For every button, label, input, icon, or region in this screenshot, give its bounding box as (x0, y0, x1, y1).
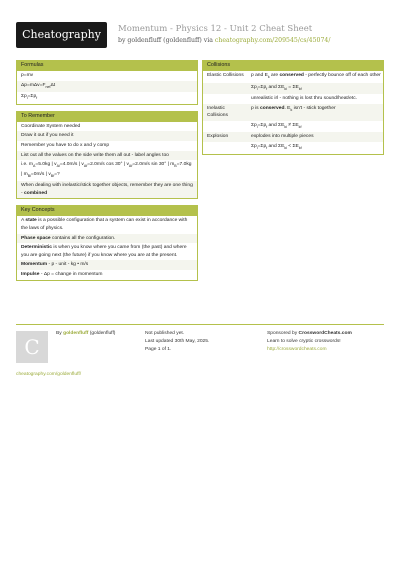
sponsor-url-link[interactable]: http://crosswordcheats.com (267, 347, 327, 352)
publish-info (145, 330, 209, 354)
explosion-desc: explodes into multiple pieces (251, 134, 314, 140)
byline-prefix: by goldenfluff (goldenfluff) via (118, 37, 215, 44)
formula-row: p=mv (21, 73, 34, 78)
inelastic-desc: p is conserved. $E_k$ isn't - stick together (251, 105, 336, 112)
page-header (0, 0, 400, 57)
elastic-desc: p and $E_k$ are conserved - perfectly bounce off of each other (251, 73, 381, 79)
sponsor-info (267, 330, 352, 354)
publish-status: Not published yet. (145, 331, 185, 336)
left-column (16, 60, 198, 287)
collision-row (203, 94, 383, 104)
page-count: Page 1 of 1. (145, 347, 172, 352)
collision-row (203, 132, 383, 142)
inelastic-equation: $\Sigma p_i=\Sigma p_f$ and $\Sigma E_{ki} \ne \Sigma E_{kf}$ (251, 122, 302, 129)
remember-row: i.e. $m_A=5.0kg$ | $v_{Ai}=4.0m/s$ | $v_{Af}=2.0m/s$ cos 30° | $v_{Af}=2.0m/s$ sin 30° | $m_B=7.0kg$ | $m_{Bi}=0m/s$ | $v_{Bf}=$? (21, 162, 192, 178)
sheet-url-link[interactable]: cheatography.com/209545/cs/45074/ (214, 37, 331, 44)
collisions-section (202, 60, 384, 155)
concept-row: A state is a possible configuration that a system can exist in accordance with the laws of physics. (21, 218, 188, 231)
concept-row: Phase space contains all the configuration. (17, 234, 197, 244)
remember-row: Draw it out if you need it (17, 131, 197, 141)
author-profile-link[interactable]: cheatography.com/goldenfluff/ (16, 372, 82, 377)
collision-row (203, 142, 383, 154)
sheet-title: Momentum - Physics 12 - Unit 2 Cheat Sheet (118, 24, 313, 34)
collision-row (203, 83, 383, 95)
author-line: By goldenfluff (goldenfluff) (56, 331, 116, 336)
last-updated: Last updated 30th May, 2025. (145, 339, 210, 344)
elastic-label: Elastic Collisions (207, 73, 244, 78)
formulas-heading: Formulas (17, 60, 197, 71)
sponsor-name[interactable]: CrosswordCheats.com (298, 331, 352, 336)
explosion-label: Explosion (207, 134, 229, 140)
formula-row: $\Delta p=m\Delta v=F_{net}\Delta t$ (17, 81, 197, 93)
concepts-heading: Key Concepts (17, 205, 197, 216)
collision-row (203, 121, 383, 133)
author-info (56, 330, 115, 338)
cheatography-logo[interactable]: Cheatography (16, 22, 107, 48)
remember-heading: To Remember (17, 111, 197, 122)
author-link[interactable]: goldenfluff (63, 331, 89, 336)
remember-row: List out all the values on the side write them all out - label angles too (17, 151, 197, 161)
remember-section (16, 111, 198, 200)
remember-row: Remember you have to do x and y comp (21, 142, 110, 148)
byline (118, 37, 330, 44)
explosion-equation: $\Sigma p_i=\Sigma p_f$ and $\Sigma E_{ki} < \Sigma E_{kf}$ (251, 144, 302, 151)
right-column (202, 60, 384, 161)
formulas-section (16, 60, 198, 105)
author-avatar[interactable]: C (16, 331, 48, 363)
collision-row (203, 71, 383, 83)
elastic-note: unrealistic irl - nothing is lost thru sound/heat/etc. (251, 96, 358, 102)
formula-row: $\Sigma p_i=\Sigma p_f$ (21, 94, 38, 101)
concept-row: Deterministic is when you know where you came from (the past) and where you are going next (the future) if you know where you are at the present. (21, 245, 187, 258)
sponsor-tagline: Learn to solve cryptic crosswords! (267, 339, 341, 344)
elastic-equation: $\Sigma p_i=\Sigma p_f$ and $\Sigma E_{ki} = \Sigma E_{kf}$ (251, 84, 302, 91)
inelastic-label: Inelastic Collisions (207, 105, 228, 119)
collision-row (203, 104, 383, 121)
remember-row: When dealing with inelastic/stick together objects, remember they are one thing - combined (17, 181, 197, 198)
remember-row: Coordinate System needed (21, 123, 81, 129)
page-footer (16, 324, 384, 370)
concepts-section (16, 205, 198, 280)
collisions-heading: Collisions (203, 60, 383, 71)
concept-row: Momentum - p - unit - kg • m/s (17, 260, 197, 270)
sponsor-line: Sponsored by CrosswordCheats.com (267, 331, 352, 336)
concept-row: Impulse - Δp = change in momentum (21, 271, 103, 277)
